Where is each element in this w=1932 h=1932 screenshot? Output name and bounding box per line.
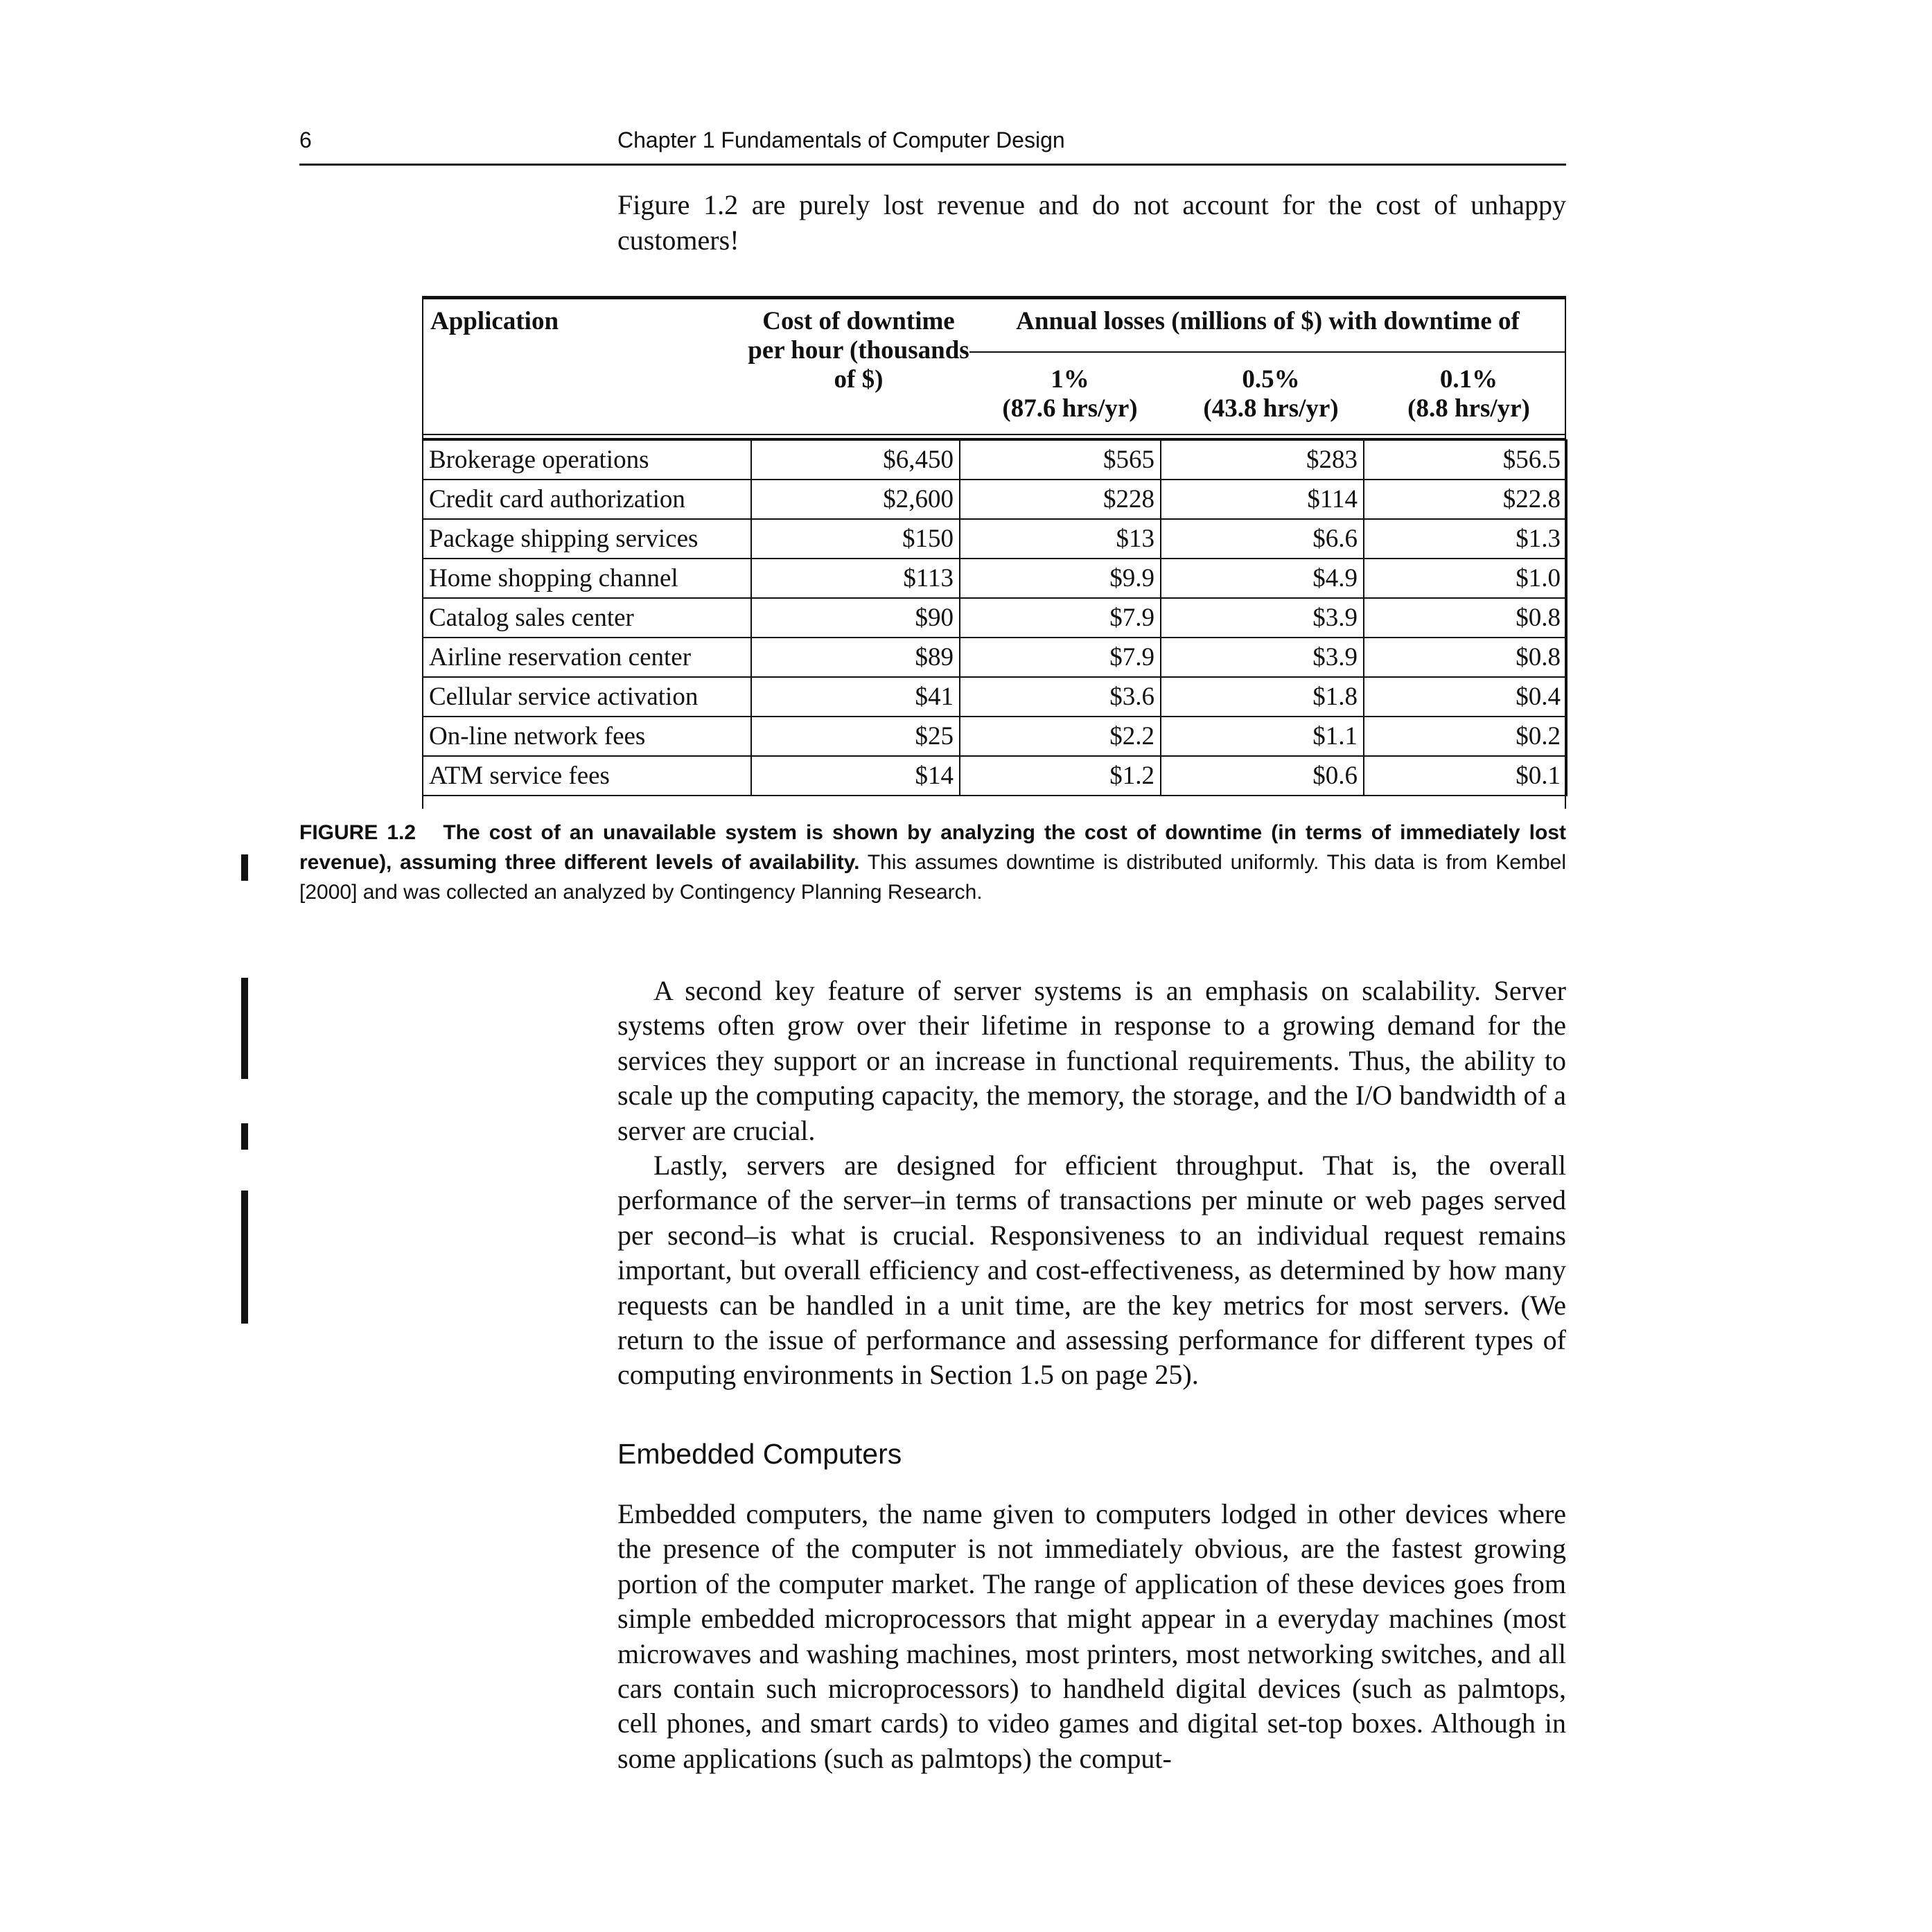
table-row — [423, 756, 1567, 796]
table-cell-tenth: $56.5 — [1364, 440, 1567, 480]
header-col-1pct: 1% — [1051, 365, 1089, 394]
table-cell-application: ATM service fees — [423, 756, 751, 796]
table-cell-cost: $89 — [751, 638, 960, 677]
change-bar — [241, 978, 248, 1079]
table-cell-cost: $113 — [751, 559, 960, 598]
change-bar — [241, 854, 248, 881]
header-col-1pct-hrs: (87.6 hrs/yr) — [1002, 394, 1138, 423]
table-cell-one: $1.2 — [960, 756, 1161, 796]
table-cell-application: Package shipping services — [423, 519, 751, 559]
table-cell-half: $283 — [1161, 440, 1364, 480]
header-cost: Cost of downtime per hour (thousands of $) — [748, 307, 969, 394]
change-bar — [241, 1123, 248, 1150]
table-cell-half: $1.1 — [1161, 717, 1364, 756]
table-cell-tenth: $0.1 — [1364, 756, 1567, 796]
figure-caption — [299, 818, 1566, 907]
header-application: Application — [430, 307, 559, 335]
downtime-cost-table — [422, 296, 1566, 809]
table-cell-tenth: $1.3 — [1364, 519, 1567, 559]
table-cell-half: $3.9 — [1161, 638, 1364, 677]
paragraph-throughput: Lastly, servers are designed for efficient throughput. That is, the overall performance of the server–in terms of transactions per minute or web pages served per second–is what is crucial. Responsiveness to an individual request remains important, but overall efficiency and cost-effectiveness, as determined by how many requests can be handled in a unit time, are the key metrics for most servers. (We return to the issue of performance and assessing performance for different types of computing environments in Section 1.5 on page 25). — [617, 1150, 1566, 1391]
table-cell-cost: $2,600 — [751, 480, 960, 519]
table-cell-cost: $14 — [751, 756, 960, 796]
change-bar — [241, 1191, 248, 1324]
table-cell-one: $9.9 — [960, 559, 1161, 598]
caption-label: FIGURE 1.2 — [299, 821, 416, 844]
table-cell-application: Credit card authorization — [423, 480, 751, 519]
table-row — [423, 598, 1567, 638]
table-top-rule — [422, 296, 1566, 299]
table-cell-application: Cellular service activation — [423, 677, 751, 717]
table-cell-cost: $6,450 — [751, 440, 960, 480]
table-cell-half: $1.8 — [1161, 677, 1364, 717]
header-annual-losses: Annual losses (millions of $) with downtime of — [1016, 307, 1520, 335]
table-cell-half: $0.6 — [1161, 756, 1364, 796]
table-row — [423, 440, 1567, 480]
table-cell-tenth: $22.8 — [1364, 480, 1567, 519]
table-row — [423, 480, 1567, 519]
table-cell-one: $565 — [960, 440, 1161, 480]
table-cell-tenth: $1.0 — [1364, 559, 1567, 598]
table-cell-half: $4.9 — [1161, 559, 1364, 598]
intro-text: Figure 1.2 are purely lost revenue and do not account for the cost of unhappy customers! — [617, 189, 1566, 256]
header-col-0-5pct: 0.5% — [1242, 365, 1300, 394]
paragraph-embedded: Embedded computers, the name given to computers lodged in other devices where the presence of the computer is not immediately obvious, are the fastest growing portion of the computer market. The range of application of these devices goes from simple embedded microprocessors that might appear in a everyday machines (most microwaves and washing machines, most printers, most networking switches, and all cars contain such microprocessors) to handheld digital devices (such as palmtops, cell phones, and smart cards) to video games and digital set-top boxes. Although in some applications (such as palmtops) the comput- — [617, 1498, 1566, 1774]
table-cell-one: $7.9 — [960, 638, 1161, 677]
table-cell-application: Airline reservation center — [423, 638, 751, 677]
table-cell-cost: $41 — [751, 677, 960, 717]
section-heading: Embedded Computers — [617, 1438, 902, 1470]
table-cell-application: Home shopping channel — [423, 559, 751, 598]
table-cell-cost: $150 — [751, 519, 960, 559]
running-head — [299, 126, 1566, 166]
table-row — [423, 519, 1567, 559]
table-cell-tenth: $0.8 — [1364, 638, 1567, 677]
table-row — [423, 717, 1567, 756]
table-cell-application: Brokerage operations — [423, 440, 751, 480]
table-header-rule — [422, 434, 1566, 435]
table-cell-one: $7.9 — [960, 598, 1161, 638]
table-cell-half: $3.9 — [1161, 598, 1364, 638]
header-col-0-1pct-hrs: (8.8 hrs/yr) — [1407, 394, 1530, 423]
table-row — [423, 638, 1567, 677]
table-cell-one: $2.2 — [960, 717, 1161, 756]
table-cell-cost: $90 — [751, 598, 960, 638]
table-cell-one: $228 — [960, 480, 1161, 519]
table-row — [423, 677, 1567, 717]
table-cell-one: $13 — [960, 519, 1161, 559]
table-body — [422, 439, 1567, 796]
table-group-rule — [969, 351, 1566, 353]
chapter-title: Chapter 1 Fundamentals of Computer Design — [617, 128, 1065, 152]
header-col-0-1pct: 0.1% — [1439, 365, 1498, 394]
table-row — [423, 559, 1567, 598]
page-number: 6 — [299, 128, 312, 152]
table-cell-one: $3.6 — [960, 677, 1161, 717]
caption-plain-text: This assumes downtime is distributed uniformly. This data is from Kembel [2000] and was collected an analyzed by Contingency Planning Research. — [299, 851, 1566, 904]
table-cell-application: Catalog sales center — [423, 598, 751, 638]
table-cell-tenth: $0.4 — [1364, 677, 1567, 717]
paragraph-scalability: A second key feature of server systems is an emphasis on scalability. Server systems often grow over their lifetime in response to a growing demand for the services they support or an increase in functional requirements. Thus, the ability to scale up the computing capacity, the memory, the storage, and the I/O bandwidth of a server are crucial. — [617, 975, 1566, 1146]
table-cell-application: On-line network fees — [423, 717, 751, 756]
table-cell-half: $6.6 — [1161, 519, 1364, 559]
caption-bold-text: The cost of an unavailable system is shown by analyzing the cost of downtime (in terms of immediately lost revenue), assuming three different levels of availability. — [299, 821, 1566, 874]
table-cell-tenth: $0.2 — [1364, 717, 1567, 756]
table-cell-tenth: $0.8 — [1364, 598, 1567, 638]
table-cell-cost: $25 — [751, 717, 960, 756]
header-col-0-5pct-hrs: (43.8 hrs/yr) — [1203, 394, 1339, 423]
table-cell-half: $114 — [1161, 480, 1364, 519]
